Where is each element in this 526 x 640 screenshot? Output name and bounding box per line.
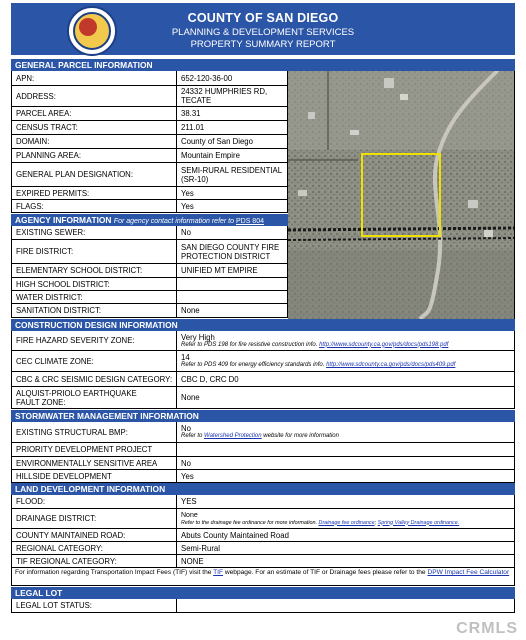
label-flags: FLAGS:: [11, 200, 177, 212]
label-flood: FLOOD:: [11, 495, 177, 508]
row-legal-lot-status: [11, 599, 515, 613]
label-drainage: DRAINAGE DISTRICT:: [11, 509, 177, 528]
value-apn: 652-120-36-00: [177, 71, 288, 85]
value-tif-regional: NONE: [177, 555, 515, 567]
section-header-land: LAND DEVELOPMENT INFORMATION: [11, 483, 515, 495]
row-address: [11, 86, 288, 107]
label-address: ADDRESS:: [11, 86, 177, 106]
section-header-stormwater: STORMWATER MANAGEMENT INFORMATION: [11, 410, 515, 422]
value-expired-permits: Yes: [177, 187, 288, 199]
row-elementary-school: [11, 264, 288, 278]
value-structural-bmp: No Refer to Watershed Protection website for more information: [177, 422, 515, 442]
row-regional-category: [11, 542, 515, 555]
value-env-sensitive: No: [177, 457, 515, 469]
value-general-plan: SEMI-RURAL RESIDENTIAL (SR-10): [177, 163, 288, 186]
value-parcel-area: 38.31: [177, 107, 288, 120]
row-priority-development: [11, 443, 515, 457]
section-header-agency: AGENCY INFORMATION For agency contact information refer to PDS 804: [11, 214, 288, 226]
value-high-school: [177, 278, 288, 290]
value-cec-climate: 14 Refer to PDS 409 for energy efficiency standards info. http://www.sdcounty.ca.gov/pds/docs/pds409.pdf: [177, 351, 515, 371]
label-cec-climate: CEC CLIMATE ZONE:: [11, 351, 177, 371]
row-water-district: [11, 291, 288, 304]
label-water-district: WATER DISTRICT:: [11, 291, 177, 303]
label-fire-district: FIRE DISTRICT:: [11, 240, 177, 263]
row-tif-regional: [11, 555, 515, 568]
value-hillside: Yes: [177, 470, 515, 482]
value-drainage: None Refer to the drainage fee ordinance for more information. Drainage fee ordinance; Spring Valley Drainage ordinance.: [177, 509, 515, 528]
row-seismic: [11, 372, 515, 387]
value-flags: Yes: [177, 200, 288, 212]
report-subtitle-department: PLANNING & DEVELOPMENT SERVICES: [171, 27, 355, 38]
parcel-aerial-map: [288, 70, 515, 319]
row-fire-district: [11, 240, 288, 264]
value-planning-area: Mountain Empire: [177, 149, 288, 162]
label-elementary-school: ELEMENTARY SCHOOL DISTRICT:: [11, 264, 177, 277]
label-parcel-area: PARCEL AREA:: [11, 107, 177, 120]
label-hillside: HILLSIDE DEVELOPMENT: [11, 470, 177, 482]
tif-note: For information regarding Transportation Impact Fees (TIF) visit the TIF webpage. For an estimate of TIF or Drainage fees please refer to the DPW Impact Fee Calculator: [11, 568, 515, 586]
row-flags: [11, 200, 288, 213]
label-sanitation-district: SANITATION DISTRICT:: [11, 304, 177, 317]
value-flood: YES: [177, 495, 515, 508]
label-priority-development: PRIORITY DEVELOPMENT PROJECT: [11, 443, 177, 456]
row-drainage: [11, 509, 515, 529]
section-header-construction: CONSTRUCTION DESIGN INFORMATION: [11, 319, 515, 331]
label-alquist-priolo: ALQUIST-PRIOLO EARTHQUAKE FAULT ZONE:: [11, 387, 177, 408]
value-address: 24332 HUMPHRIES RD, TECATE: [177, 86, 288, 106]
label-planning-area: PLANNING AREA:: [11, 149, 177, 162]
row-general-plan: [11, 163, 288, 187]
value-alquist-priolo: None: [177, 387, 515, 408]
label-census-tract: CENSUS TRACT:: [11, 121, 177, 134]
pds198-link[interactable]: http://www.sdcounty.ca.gov/pds/docs/pds198.pdf: [319, 341, 449, 348]
label-seismic: CBC & CRC SEISMIC DESIGN CATEGORY:: [11, 372, 177, 386]
section-header-general: GENERAL PARCEL INFORMATION: [11, 59, 515, 71]
value-fire-hazard: Very High Refer to PDS 198 for fire resistive construction info. http://www.sdcounty.ca.gov/pds/docs/pds198.pdf: [177, 331, 515, 350]
value-county-road: Abuts County Maintained Road: [177, 529, 515, 541]
row-sanitation-district: [11, 304, 288, 318]
row-flood: [11, 495, 515, 509]
spring-valley-drainage-link[interactable]: Spring Valley Drainage ordinance.: [377, 519, 460, 526]
row-domain: [11, 135, 288, 149]
row-fire-hazard: [11, 331, 515, 351]
row-alquist-priolo: [11, 387, 515, 409]
aerial-map-image: [288, 70, 515, 319]
label-expired-permits: EXPIRED PERMITS:: [11, 187, 177, 199]
report-title: COUNTY OF SAN DIEGO: [187, 11, 339, 25]
label-legal-lot-status: LEGAL LOT STATUS:: [11, 599, 177, 612]
label-domain: DOMAIN:: [11, 135, 177, 148]
crmls-watermark: CRMLS: [456, 620, 518, 637]
label-env-sensitive: ENVIRONMENTALLY SENSITIVE AREA: [11, 457, 177, 469]
row-census-tract: [11, 121, 288, 135]
report-subtitle-name: PROPERTY SUMMARY REPORT: [190, 39, 336, 50]
row-planning-area: [11, 149, 288, 163]
value-fire-district: SAN DIEGO COUNTY FIRE PROTECTION DISTRICT: [177, 240, 288, 263]
row-county-road: [11, 529, 515, 542]
drainage-fee-ordinance-link[interactable]: Drainage fee ordinance: [318, 519, 375, 526]
row-expired-permits: [11, 187, 288, 200]
row-hillside: [11, 470, 515, 483]
row-high-school: [11, 278, 288, 291]
row-parcel-area: [11, 107, 288, 121]
value-census-tract: 211.01: [177, 121, 288, 134]
value-water-district: [177, 291, 288, 303]
label-existing-sewer: EXISTING SEWER:: [11, 226, 177, 239]
label-regional-category: REGIONAL CATEGORY:: [11, 542, 177, 554]
watershed-protection-link[interactable]: Watershed Protection: [204, 433, 262, 439]
row-structural-bmp: [11, 422, 515, 443]
value-sanitation-district: None: [177, 304, 288, 317]
pds-804-link[interactable]: PDS 804: [235, 218, 264, 225]
value-seismic: CBC D, CRC D0: [177, 372, 515, 386]
value-elementary-school: UNIFIED MT EMPIRE: [177, 264, 288, 277]
value-existing-sewer: No: [177, 226, 288, 239]
report-header: [11, 3, 515, 55]
section-header-legal: LEGAL LOT: [11, 587, 515, 599]
tif-link[interactable]: TIF: [213, 569, 224, 576]
row-env-sensitive: [11, 457, 515, 470]
dpw-impact-fee-calculator-link[interactable]: DPW Impact Fee Calculator: [427, 569, 510, 576]
row-apn: [11, 71, 288, 86]
label-general-plan: GENERAL PLAN DESIGNATION:: [11, 163, 177, 186]
row-existing-sewer: [11, 226, 288, 240]
label-county-road: COUNTY MAINTAINED ROAD:: [11, 529, 177, 541]
label-structural-bmp: EXISTING STRUCTURAL BMP:: [11, 422, 177, 442]
value-priority-development: [177, 443, 515, 456]
label-fire-hazard: FIRE HAZARD SEVERITY ZONE:: [11, 331, 177, 350]
value-domain: County of San Diego: [177, 135, 288, 148]
label-tif-regional: TIF REGIONAL CATEGORY:: [11, 555, 177, 567]
value-regional-category: Semi-Rural: [177, 542, 515, 554]
label-apn: APN:: [11, 71, 177, 85]
pds409-link[interactable]: http://www.sdcounty.ca.gov/pds/docs/pds409.pdf: [326, 362, 456, 368]
label-high-school: HIGH SCHOOL DISTRICT:: [11, 278, 177, 290]
value-legal-lot-status: [177, 599, 515, 612]
row-cec-climate: [11, 351, 515, 372]
